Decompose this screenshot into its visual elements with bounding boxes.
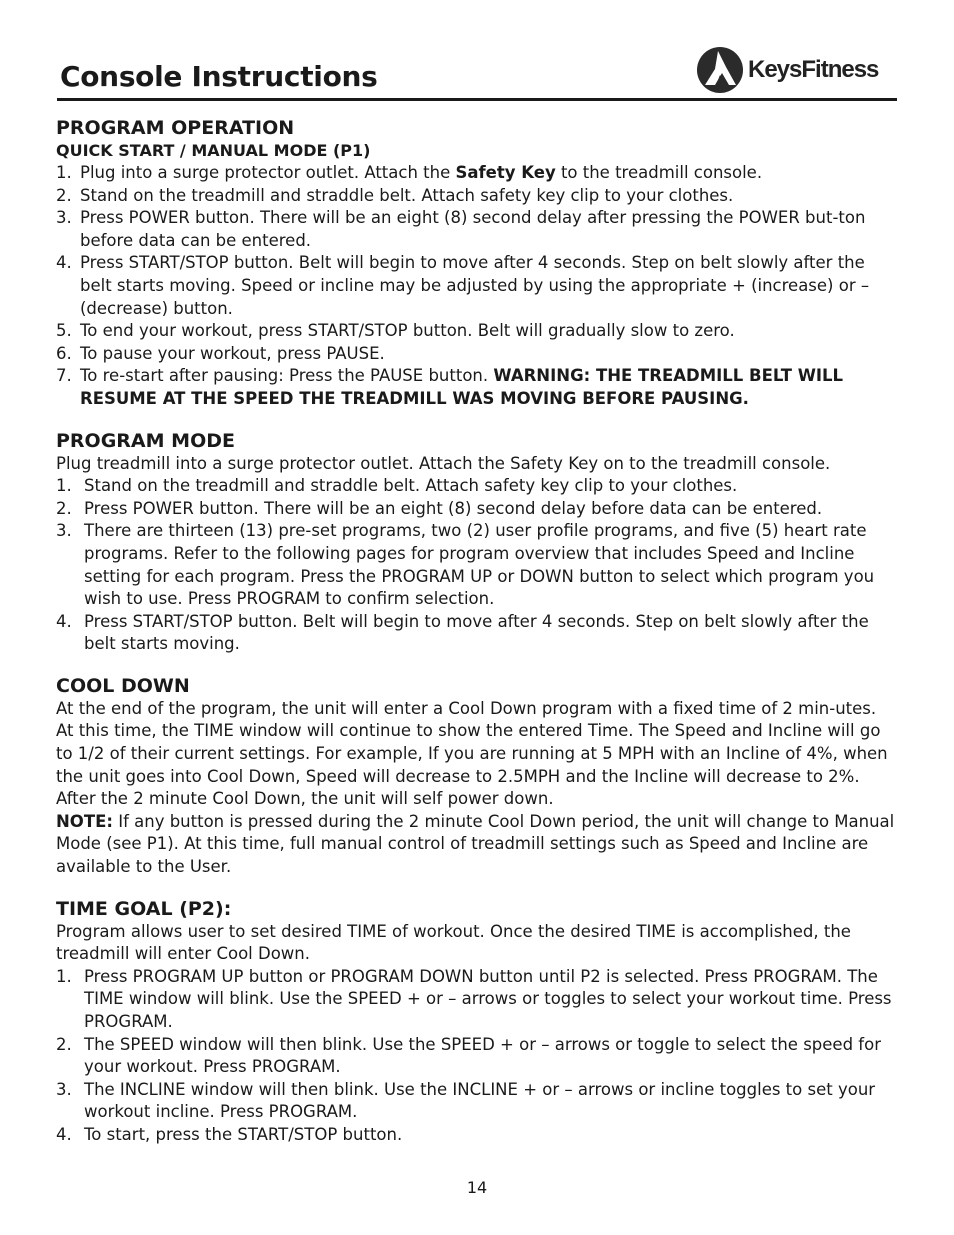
list-text: To re-start after pausing: Press the PAUSE button. [80,366,494,386]
list-number: 3. [56,208,72,228]
list-text: Press PROGRAM UP button or PROGRAM DOWN button until P2 is selected. Press PROGRAM. The TIME window will blink. Use the SPEED + or – arrows or toggles to select your workout time. Press PROGRAM. [84,966,892,1031]
list-number: 1. [56,966,72,986]
list-text: The SPEED window will then blink. Use the SPEED + or – arrows or toggle to select the speed for your workout. Press PROGRAM. [84,1034,881,1077]
section-heading: PROGRAM OPERATION [56,117,295,139]
section-intro: Plug treadmill into a surge protector outlet. Attach the Safety Key on to the treadmill console. [56,453,831,473]
list-number: 4. [56,253,72,273]
list-item [56,343,898,366]
list-item [56,1034,898,1079]
section-heading: PROGRAM MODE [56,429,235,452]
brand-logo [696,45,878,95]
note-text: If any button is pressed during the 2 minute Cool Down period, the unit will change to Manual Mode (see P1). At this time, full manual control of treadmill settings such as Speed and Incline are available to the User. [56,811,895,877]
list-item [56,966,898,1034]
list-text: To end your workout, press START/STOP button. Belt will gradually slow to zero. [80,321,735,341]
list-number: 2. [56,1034,72,1054]
logo-fitness: Fitness [801,56,879,83]
list-item [56,475,898,498]
list-item [56,1079,898,1124]
list-number: 1. [56,476,72,496]
section-cool-down [56,674,898,879]
list-text: Press POWER button. There will be an eight (8) second delay after pressing the POWER but-ton before data can be entered. [80,208,866,250]
list-number: 6. [56,343,72,363]
list-number: 5. [56,321,72,341]
list-item [56,365,898,410]
section-program-mode [56,429,898,656]
document-body [56,116,898,1147]
list-item [56,611,898,656]
list-number: 2. [56,185,72,205]
time-goal-list [56,966,898,1147]
list-number: 1. [56,163,72,182]
list-number: 3. [56,1079,72,1099]
list-text: Stand on the treadmill and straddle belt. Attach safety key clip to your clothes. [80,185,734,205]
safety-key-text: Safety Key [455,163,556,182]
page-number: 14 [466,1178,488,1197]
warning-text: WARNING: THE TREADMILL BELT WILL RESUME AT THE SPEED THE TREADMILL WAS MOVING BEFORE PAUSING. [80,366,844,408]
list-item [56,498,898,521]
list-number: 4. [56,1124,72,1144]
page-title: Console Instructions [60,60,378,93]
note-label: NOTE: [56,811,113,831]
keys-fitness-logo-icon [696,45,744,95]
header-rule [57,98,897,101]
list-text: To start, press the START/STOP button. [84,1124,403,1144]
list-text: The INCLINE window will then blink. Use the INCLINE + or – arrows or incline toggles to set your workout incline. Press PROGRAM. [84,1079,876,1122]
logo-keys: Keys [748,56,802,83]
section-body: At the end of the program, the unit will enter a Cool Down program with a fixed time of 2 min-utes. At this time, the TIME window will continue to show the entered Time. The Speed and Incline will go to 1/2 of their current settings. For example, If you are running at 5 MPH with an Incline of 4%, when the unit goes into Cool Down, Speed will decrease to 2.5MPH and the Incline will decrease to 2%. After the 2 minute Cool Down, the unit will self power down. [56,698,888,809]
list-text: To pause your workout, press PAUSE. [80,343,385,363]
list-item [56,252,898,320]
logo-wordmark [748,56,878,84]
list-item [56,185,898,208]
list-item [56,320,898,343]
section-program-operation [56,116,898,411]
list-number: 7. [56,366,72,386]
list-text: Press START/STOP button. Belt will begin to move after 4 seconds. Step on belt slowly after the belt starts moving. Speed or incline may be adjusted by using the appropriate + (increase) or – (decrease) button. [80,253,870,318]
list-item [56,520,898,610]
list-item [56,1124,898,1147]
section-heading: COOL DOWN [56,674,190,697]
program-operation-list [56,162,898,411]
list-text: Stand on the treadmill and straddle belt. Attach safety key clip to your clothes. [84,476,738,496]
section-intro: Program allows user to set desired TIME of workout. Once the desired TIME is accomplished, the treadmill will enter Cool Down. [56,921,851,964]
list-item [56,207,898,252]
list-number: 4. [56,611,72,631]
section-subheading: QUICK START / MANUAL MODE (P1) [56,141,371,160]
list-text: Press POWER button. There will be an eight (8) second delay before data can be entered. [84,498,823,518]
section-time-goal [56,897,898,1147]
list-text: Plug into a surge protector outlet. Attach the [80,163,456,182]
list-number: 3. [56,521,72,541]
list-item [56,162,898,185]
list-text: Press START/STOP button. Belt will begin to move after 4 seconds. Step on belt slowly after the belt starts moving. [84,611,869,654]
section-heading: TIME GOAL (P2): [56,897,232,920]
list-number: 2. [56,498,72,518]
note-paragraph [56,811,898,879]
program-mode-list [56,475,898,656]
list-text: to the treadmill console. [555,163,763,182]
list-text: There are thirteen (13) pre-set programs, two (2) user profile programs, and five (5) heart rate programs. Refer to the following pages for program overview that includes Speed and Incline setting for each program. Press the PROGRAM UP or DOWN button to select which program you wish to use. Press PROGRAM to confirm selection. [84,521,875,609]
